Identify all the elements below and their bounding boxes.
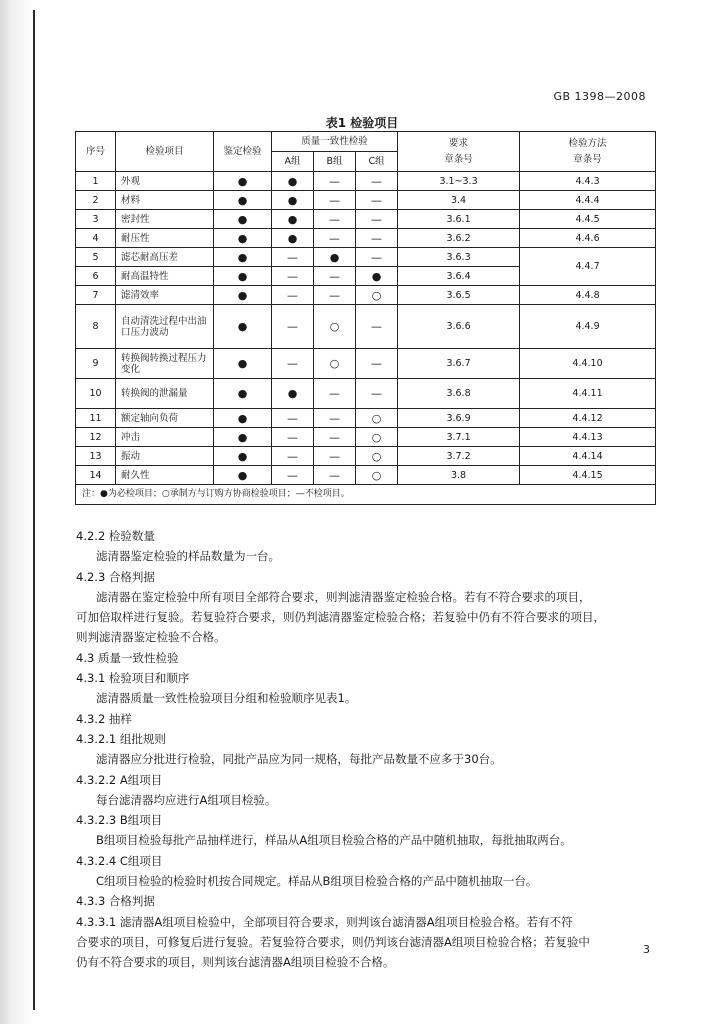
cell-method: 4.4.9 <box>520 305 656 349</box>
cell-no: 6 <box>76 267 116 286</box>
cell-appraisal: ● <box>214 229 272 248</box>
cell-group-a: — <box>272 428 314 447</box>
cell-group-a: — <box>272 305 314 349</box>
table-row <box>76 349 656 379</box>
cell-group-b: — <box>314 409 356 428</box>
cell-appraisal: ● <box>214 286 272 305</box>
cell-group-a: — <box>272 248 314 267</box>
table-row <box>76 428 656 447</box>
section-heading: 4.3.2 抽样 <box>76 711 132 726</box>
cell-requirement: 3.6.4 <box>398 267 520 286</box>
cell-group-a: ● <box>272 379 314 409</box>
table-row <box>76 191 656 210</box>
cell-requirement: 3.4 <box>398 191 520 210</box>
cell-no: 2 <box>76 191 116 210</box>
cell-requirement: 3.6.2 <box>398 229 520 248</box>
section-heading: 4.3 质量一致性检验 <box>76 650 179 665</box>
cell-group-c: — <box>356 248 398 267</box>
cell-requirement: 3.6.6 <box>398 305 520 349</box>
section-heading: 4.3.2.3 B组项目 <box>76 813 163 828</box>
cell-no: 7 <box>76 286 116 305</box>
paragraph: 4.3.3.1 滤清器A组项目检验中，全部项目符合要求，则判该台滤清器A组项目检验合格。若有不符 <box>76 914 573 929</box>
cell-group-c: — <box>356 191 398 210</box>
body-text <box>76 526 660 973</box>
cell-item: 耐压性 <box>116 229 214 248</box>
cell-method: 4.4.6 <box>520 229 656 248</box>
cell-group-a: — <box>272 466 314 485</box>
header-seq: 序号 <box>76 132 116 172</box>
cell-group-a: — <box>272 409 314 428</box>
table-note-row <box>76 485 656 505</box>
cell-group-c: ○ <box>356 409 398 428</box>
cell-group-b: ○ <box>314 305 356 349</box>
cell-method: 4.4.5 <box>520 210 656 229</box>
cell-group-c: — <box>356 305 398 349</box>
cell-appraisal: ● <box>214 210 272 229</box>
cell-requirement: 3.1~3.3 <box>398 172 520 191</box>
paragraph: 滤清器在鉴定检验中所有项目全部符合要求，则判滤清器鉴定检验合格。若有不符合要求的项目， <box>96 589 591 604</box>
cell-group-c: — <box>356 229 398 248</box>
cell-appraisal: ● <box>214 248 272 267</box>
cell-no: 3 <box>76 210 116 229</box>
cell-requirement: 3.6.1 <box>398 210 520 229</box>
section-heading: 4.2.3 合格判据 <box>76 569 155 584</box>
cell-group-b: — <box>314 267 356 286</box>
cell-item: 耐高温特性 <box>116 267 214 286</box>
cell-item: 材料 <box>116 191 214 210</box>
cell-item: 耐久性 <box>116 466 214 485</box>
table-row <box>76 409 656 428</box>
cell-item: 自动清洗过程中出油口压力波动 <box>116 305 214 349</box>
header-item: 检验项目 <box>116 132 214 172</box>
cell-group-b: — <box>314 379 356 409</box>
cell-method: 4.4.10 <box>520 349 656 379</box>
cell-group-b: — <box>314 428 356 447</box>
table-row <box>76 447 656 466</box>
cell-requirement: 3.6.8 <box>398 379 520 409</box>
cell-requirement: 3.6.3 <box>398 248 520 267</box>
cell-item: 振动 <box>116 447 214 466</box>
cell-appraisal: ● <box>214 267 272 286</box>
cell-group-c: ○ <box>356 286 398 305</box>
cell-requirement: 3.6.7 <box>398 349 520 379</box>
section-heading: 4.3.2.1 组批规则 <box>76 731 166 746</box>
inspection-items-table <box>75 131 656 505</box>
cell-appraisal: ● <box>214 379 272 409</box>
paragraph: 滤清器应分批进行检验，同批产品应为同一规格，每批产品数量不应多于30台。 <box>96 752 502 767</box>
cell-appraisal: ● <box>214 409 272 428</box>
cell-appraisal: ● <box>214 172 272 191</box>
table-row <box>76 379 656 409</box>
cell-method: 4.4.4 <box>520 191 656 210</box>
section-heading: 4.2.2 检验数量 <box>76 529 155 543</box>
table-row <box>76 286 656 305</box>
paragraph: C组项目检验的检验时机按合同规定。样品从B组项目检验合格的产品中随机抽取一台。 <box>96 874 538 889</box>
scan-binding-edge <box>0 0 44 1024</box>
cell-group-c: ● <box>356 267 398 286</box>
cell-item: 额定轴向负荷 <box>116 409 214 428</box>
header-group-c: C组 <box>356 152 398 172</box>
cell-group-b: ○ <box>314 349 356 379</box>
cell-group-c: ○ <box>356 428 398 447</box>
paragraph: 合要求的项目，可修复后进行复验。若复验符合要求，则仍判该台滤清器A组项目检验合格；若复验中 <box>76 934 590 949</box>
cell-group-c: — <box>356 379 398 409</box>
cell-group-c: — <box>356 172 398 191</box>
cell-group-c: ○ <box>356 447 398 466</box>
cell-no: 13 <box>76 447 116 466</box>
header-requirement: 要求 章条号 <box>398 132 520 172</box>
cell-no: 1 <box>76 172 116 191</box>
table-row <box>76 466 656 485</box>
cell-no: 9 <box>76 349 116 379</box>
table-row <box>76 229 656 248</box>
cell-group-a: ● <box>272 229 314 248</box>
cell-item: 滤清效率 <box>116 286 214 305</box>
cell-group-a: — <box>272 447 314 466</box>
cell-no: 11 <box>76 409 116 428</box>
table-note: 注：●为必检项目；○承制方与订购方协商检验项目；—不检项目。 <box>76 485 656 505</box>
cell-group-a: — <box>272 349 314 379</box>
header-conformity: 质量一致性检验 <box>272 132 398 152</box>
cell-appraisal: ● <box>214 349 272 379</box>
cell-group-b: ● <box>314 248 356 267</box>
cell-method: 4.4.12 <box>520 409 656 428</box>
table-row <box>76 248 656 267</box>
cell-item: 密封性 <box>116 210 214 229</box>
table-title: 表1 检验项目 <box>325 116 399 130</box>
cell-group-c: — <box>356 349 398 379</box>
cell-method: 4.4.14 <box>520 447 656 466</box>
cell-appraisal: ● <box>214 447 272 466</box>
paragraph: 滤清器质量一致性检验项目分组和检验顺序见表1。 <box>96 691 357 706</box>
cell-group-a: ● <box>272 172 314 191</box>
cell-appraisal: ● <box>214 428 272 447</box>
cell-requirement: 3.6.5 <box>398 286 520 305</box>
cell-group-a: — <box>272 286 314 305</box>
cell-method: 4.4.3 <box>520 172 656 191</box>
cell-appraisal: ● <box>214 466 272 485</box>
paragraph: 可加倍取样进行复验。若复验符合要求，则仍判滤清器鉴定检验合格；若复验中仍有不符合要求的项目， <box>76 610 605 625</box>
cell-appraisal: ● <box>214 191 272 210</box>
section-heading: 4.3.3 合格判据 <box>76 894 155 909</box>
cell-no: 10 <box>76 379 116 409</box>
paragraph: 滤清器鉴定检验的样品数量为一台。 <box>96 549 280 564</box>
cell-no: 12 <box>76 428 116 447</box>
table-row <box>76 305 656 349</box>
cell-group-c: ○ <box>356 466 398 485</box>
cell-group-a: — <box>272 267 314 286</box>
cell-method-merged: 4.4.7 <box>520 248 656 286</box>
section-heading: 4.3.2.4 C组项目 <box>76 853 163 868</box>
cell-requirement: 3.7.2 <box>398 447 520 466</box>
cell-requirement: 3.7.1 <box>398 428 520 447</box>
paragraph: 仍有不符合要求的项目，则判该台滤清器A组项目检验不合格。 <box>76 955 395 970</box>
cell-item: 冲击 <box>116 428 214 447</box>
cell-method: 4.4.11 <box>520 379 656 409</box>
cell-no: 14 <box>76 466 116 485</box>
cell-requirement: 3.8 <box>398 466 520 485</box>
paragraph: B组项目检验每批产品抽样进行，样品从A组项目检验合格的产品中随机抽取，每批抽取两台。 <box>96 833 572 848</box>
table-row <box>76 172 656 191</box>
cell-no: 5 <box>76 248 116 267</box>
header-group-a: A组 <box>272 152 314 172</box>
cell-group-a: ● <box>272 191 314 210</box>
cell-method: 4.4.8 <box>520 286 656 305</box>
cell-group-b: — <box>314 466 356 485</box>
cell-method: 4.4.13 <box>520 428 656 447</box>
page-number: 3 <box>643 943 650 956</box>
cell-method: 4.4.15 <box>520 466 656 485</box>
cell-group-a: ● <box>272 210 314 229</box>
cell-item: 滤芯耐高压差 <box>116 248 214 267</box>
cell-item: 转换阀转换过程压力变化 <box>116 349 214 379</box>
standard-number: GB 1398—2008 <box>553 90 646 103</box>
cell-group-b: — <box>314 172 356 191</box>
paragraph: 每台滤清器均应进行A组项目检验。 <box>96 792 277 807</box>
cell-no: 8 <box>76 305 116 349</box>
header-method: 检验方法 章条号 <box>520 132 656 172</box>
cell-item: 外观 <box>116 172 214 191</box>
cell-requirement: 3.6.9 <box>398 409 520 428</box>
cell-appraisal: ● <box>214 305 272 349</box>
binding-line <box>33 10 35 1010</box>
cell-group-b: — <box>314 210 356 229</box>
header-appraisal: 鉴定检验 <box>214 132 272 172</box>
section-heading: 4.3.2.2 A组项目 <box>76 772 163 787</box>
paragraph: 则判滤清器鉴定检验不合格。 <box>76 630 226 645</box>
cell-group-b: — <box>314 229 356 248</box>
cell-group-b: — <box>314 286 356 305</box>
header-group-b: B组 <box>314 152 356 172</box>
cell-item: 转换阀的泄漏量 <box>116 379 214 409</box>
cell-group-b: — <box>314 447 356 466</box>
table-row <box>76 210 656 229</box>
cell-group-b: — <box>314 191 356 210</box>
cell-no: 4 <box>76 229 116 248</box>
cell-group-c: — <box>356 210 398 229</box>
section-heading: 4.3.1 检验项目和顺序 <box>76 671 190 686</box>
